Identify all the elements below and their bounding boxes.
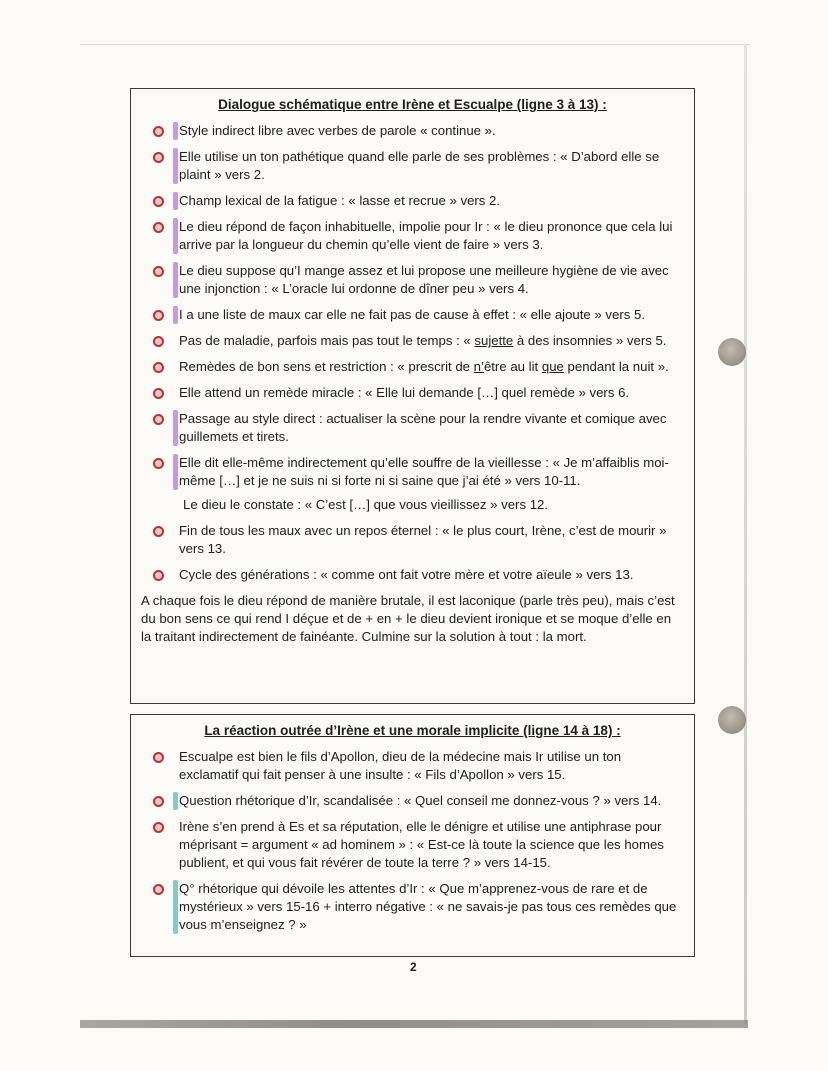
list-item: [131, 306, 694, 324]
item-text: Passage au style direct : actualiser la scène pour la rendre vivante et comique avec guillemets et tirets.: [179, 411, 667, 444]
item-text: Remèdes de bon sens et restriction : « prescrit de: [179, 359, 474, 374]
punch-hole-bottom: [718, 706, 746, 734]
list-item: [131, 192, 694, 210]
bullet-icon: [153, 388, 164, 399]
highlighter-mark: [173, 218, 178, 254]
bullet-icon: [153, 884, 164, 895]
bullet-icon: [153, 362, 164, 373]
list-item: [131, 748, 694, 784]
page-edge-right: [744, 44, 747, 1024]
highlighter-mark: [173, 262, 178, 298]
item-text: Pas de maladie, parfois mais pas tout le temps : «: [179, 333, 475, 348]
highlighter-mark: [173, 192, 178, 210]
highlighter-mark: [173, 148, 178, 184]
item-text: pendant la nuit ».: [563, 359, 669, 374]
item-text: Champ lexical de la fatigue : « lasse et recrue » vers 2.: [179, 193, 501, 208]
section-dialogue-box: [130, 88, 695, 704]
bullet-icon: [153, 752, 164, 763]
page-edge-bottom: [80, 1020, 748, 1028]
list-item: [131, 262, 694, 298]
item-text: à des insomnies » vers 5.: [513, 333, 667, 348]
item-text: Irène s’en prend à Es et sa réputation, elle le dénigre et utilise une antiphrase pour méprisant = argument « ad hominem » : « Est-ce là toute la science que les homes publient, et qui vous fait révérer de toute la terre ? » vers 14-15.: [179, 819, 664, 870]
item-text: Q° rhétorique qui dévoile les attentes d’Ir : « Que m’apprenez-vous de rare et de mystérieux » vers 15-16 + interro négative : « ne savais-je pas tous ces remèdes que vous m’enseignez ? »: [179, 881, 677, 932]
list-item: [131, 522, 694, 558]
page-edge: [80, 44, 750, 45]
list-item: [131, 792, 694, 810]
item-text: Cycle des générations : « comme ont fait votre mère et votre aïeule » vers 13.: [179, 567, 634, 582]
item-text: Le dieu suppose qu’I mange assez et lui propose une meilleure hygiène de vie avec une injonction : « L’oracle lui ordonne de dîner peu » vers 4.: [179, 263, 669, 296]
bullet-icon: [153, 336, 164, 347]
item-text: Le dieu répond de façon inhabituelle, impolie pour Ir : « le dieu prononce que cela lui arrive par la longueur du chemin qu’elle vient de faire » vers 3.: [179, 219, 673, 252]
highlighter-mark: [173, 122, 178, 140]
item-text: Elle attend un remède miracle : « Elle lui demande […] quel remède » vers 6.: [179, 385, 630, 400]
bullet-icon: [153, 526, 164, 537]
underlined-word: n’: [473, 359, 484, 374]
list-item: [131, 410, 694, 446]
bullet-icon: [153, 266, 164, 277]
highlighter-mark: [173, 306, 178, 324]
underlined-word: sujette: [474, 333, 514, 348]
item-text: Elle dit elle-même indirectement qu’elle souffre de la vieillesse : « Je m’affaiblis moi-même […] et je ne suis ni si forte ni si saine que j’ai été » vers 10-11.: [179, 455, 669, 488]
item-text: être au lit: [483, 359, 542, 374]
bullet-icon: [153, 126, 164, 137]
list-item: [131, 818, 694, 872]
bullet-icon: [153, 196, 164, 207]
bullet-list: [131, 748, 694, 934]
bullet-list: [131, 122, 694, 490]
list-item: [131, 358, 694, 376]
highlighter-mark: [173, 410, 178, 446]
section-title: La réaction outrée d’Irène et une morale implicite (ligne 14 à 18) :: [204, 723, 621, 738]
list-item: [131, 332, 694, 350]
highlighter-mark: [173, 792, 178, 810]
bullet-icon: [153, 458, 164, 469]
punch-hole-top: [718, 338, 746, 366]
list-item: [131, 454, 694, 490]
section-reaction-box: [130, 714, 695, 957]
underlined-word: que: [541, 359, 564, 374]
item-text: Question rhétorique d’Ir, scandalisée : « Quel conseil me donnez-vous ? » vers 14.: [179, 793, 662, 808]
bullet-icon: [153, 152, 164, 163]
list-item: [131, 384, 694, 402]
bullet-icon: [153, 310, 164, 321]
bullet-list: [131, 522, 694, 584]
bullet-icon: [153, 822, 164, 833]
sub-note: Le dieu le constate : « C’est […] que vous vieillissez » vers 12.: [183, 497, 549, 512]
bullet-icon: [153, 222, 164, 233]
list-item: [131, 148, 694, 184]
list-item: [131, 122, 694, 140]
highlighter-mark: [173, 454, 178, 490]
conclusion-paragraph: A chaque fois le dieu répond de manière brutale, il est laconique (parle très peu), mais c’est du bon sens ce qui rend I déçue et de + en + le dieu devient ironique et se moque d’elle en la traitant indirectement de fainéante. Culmine sur la solution à tout : la mort.: [141, 593, 675, 644]
item-text: Escualpe est bien le fils d’Apollon, dieu de la médecine mais Ir utilise un ton exclamatif qui fait penser à une insulte : « Fils d’Apollon » vers 15.: [179, 749, 622, 782]
bullet-icon: [153, 570, 164, 581]
item-text: I a une liste de maux car elle ne fait pas de cause à effet : « elle ajoute » vers 5.: [179, 307, 645, 322]
bullet-icon: [153, 414, 164, 425]
list-item: [131, 880, 694, 934]
bullet-icon: [153, 796, 164, 807]
item-text: Fin de tous les maux avec un repos éternel : « le plus court, Irène, c’est de mourir » vers 13.: [179, 523, 667, 556]
item-text: Style indirect libre avec verbes de parole « continue ».: [179, 123, 496, 138]
item-text: Elle utilise un ton pathétique quand elle parle de ses problèmes : « D’abord elle se plaint » vers 2.: [179, 149, 660, 182]
list-item: [131, 218, 694, 254]
page-number: 2: [410, 960, 417, 974]
section-title: Dialogue schématique entre Irène et Escualpe (ligne 3 à 13) :: [218, 97, 607, 112]
highlighter-mark: [173, 880, 178, 934]
list-item: [131, 566, 694, 584]
